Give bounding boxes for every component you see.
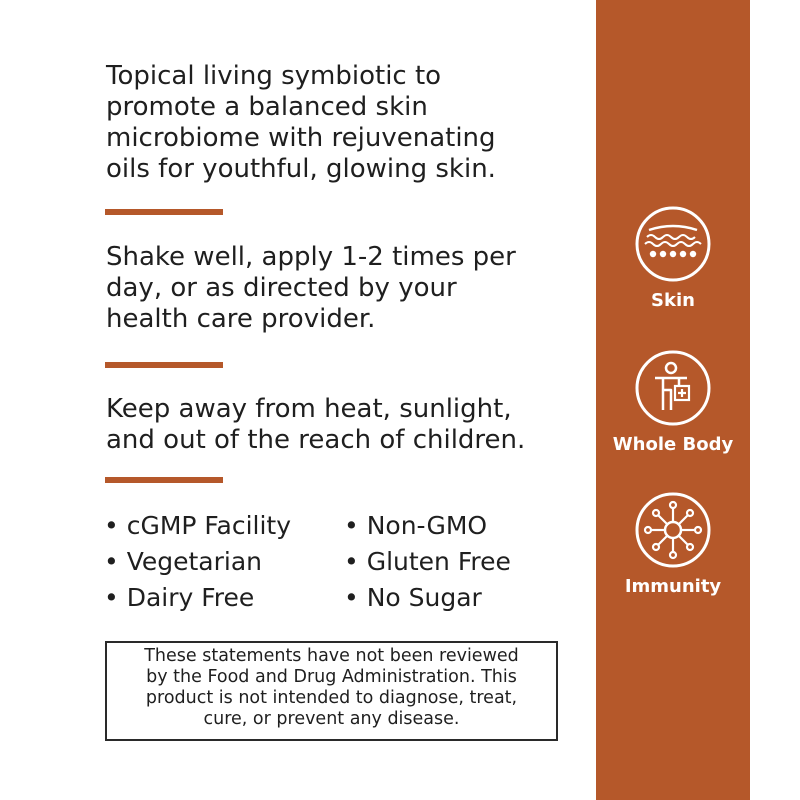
section-divider — [105, 209, 223, 215]
product-description: Topical living symbiotic to promote a balanced skin microbiome with rejuvenating oils for youthful, glowing skin. — [106, 61, 496, 184]
immunity-icon — [633, 490, 713, 570]
whole-body-icon — [633, 348, 713, 428]
feature-item: • cGMP Facility — [104, 510, 344, 542]
warning-text: Keep away from heat, sunlight, and out of the reach of children. — [106, 394, 526, 455]
badge-immunity — [596, 490, 750, 598]
feature-item: • Dairy Free — [104, 582, 344, 614]
feature-item: • Vegetarian — [104, 546, 344, 578]
feature-item: • Non-GMO — [344, 510, 584, 542]
benefits-sidebar — [596, 0, 750, 800]
feature-item: • Gluten Free — [344, 546, 584, 578]
badge-label: Whole Body — [612, 434, 734, 455]
badge-whole-body — [596, 348, 750, 456]
feature-item: • No Sugar — [344, 582, 584, 614]
skin-layers-icon — [633, 204, 713, 284]
feature-list — [104, 510, 584, 614]
section-divider — [105, 477, 223, 483]
badge-skin — [596, 204, 750, 312]
fda-disclaimer: These statements have not been reviewed by the Food and Drug Administration. This product is not intended to diagnose, treat, cure, or prevent any disease. — [105, 641, 558, 741]
section-divider — [105, 362, 223, 368]
badge-label: Skin — [651, 290, 695, 311]
badge-label: Immunity — [624, 576, 722, 597]
directions-text: Shake well, apply 1-2 times per day, or as directed by your health care provider. — [106, 242, 516, 334]
